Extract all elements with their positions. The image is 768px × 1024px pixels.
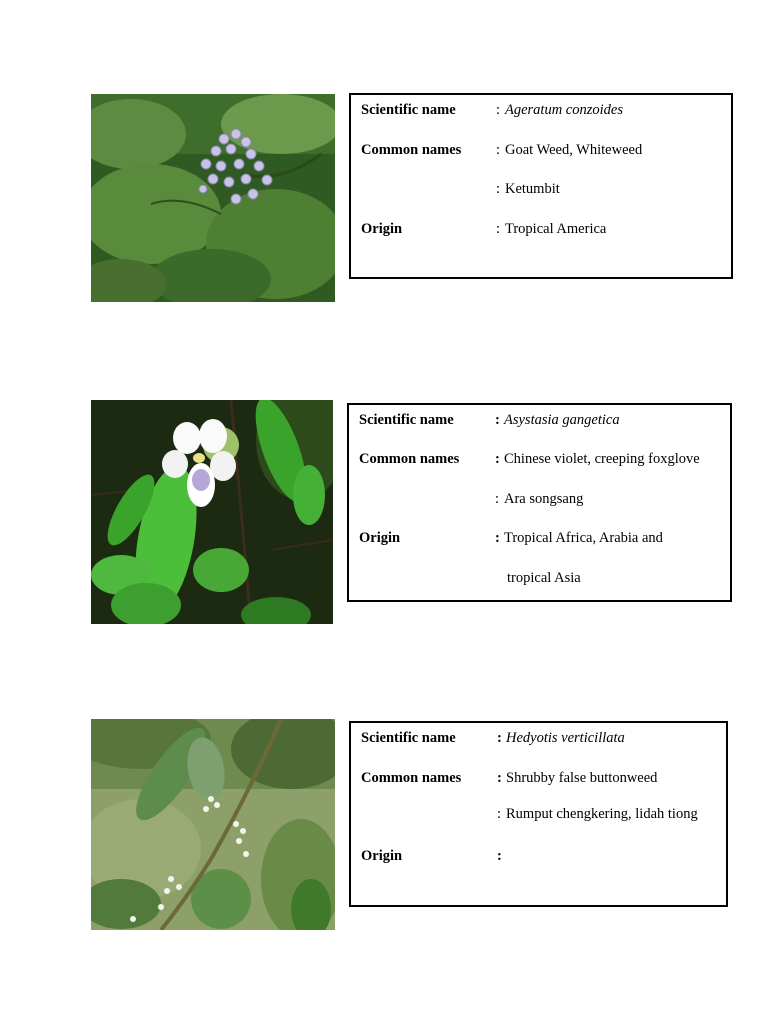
origin-label: Origin — [361, 848, 403, 864]
scientific-name-value: Hedyotis verticillata — [506, 730, 625, 746]
scientific-name-value: Ageratum conzoides — [505, 102, 623, 118]
common-names-value: Chinese violet, creeping foxglove — [504, 451, 700, 467]
colon: : — [497, 806, 502, 822]
plant-photo-hedyotis — [91, 719, 335, 930]
origin-value: tropical Asia — [507, 570, 581, 586]
colon: : — [497, 848, 502, 864]
origin-label: Origin — [359, 530, 401, 546]
scientific-name-label: Scientific name — [359, 412, 454, 428]
colon: : — [495, 530, 500, 546]
colon: : — [496, 142, 501, 158]
common-names-value: Shrubby false buttonweed — [506, 770, 658, 786]
origin-label: Origin — [361, 221, 403, 237]
scientific-name-label: Scientific name — [361, 102, 456, 118]
scientific-name-value: Asystasia gangetica — [504, 412, 620, 428]
colon: : — [495, 491, 500, 507]
plant-photo-ageratum — [91, 94, 335, 302]
common-names-label: Common names — [361, 142, 462, 158]
common-names-value: Ara songsang — [504, 491, 584, 507]
colon: : — [497, 730, 502, 746]
origin-value: Tropical Africa, Arabia and — [504, 530, 663, 546]
colon: : — [495, 451, 500, 467]
plant-photo-asystasia — [91, 400, 333, 624]
common-names-value: Goat Weed, Whiteweed — [505, 142, 643, 158]
common-names-value: Ketumbit — [505, 181, 560, 197]
common-names-label: Common names — [361, 770, 462, 786]
colon: : — [497, 770, 502, 786]
colon: : — [496, 102, 501, 118]
plant-info-card-3 — [349, 721, 728, 907]
origin-value: Tropical America — [505, 221, 607, 237]
scientific-name-label: Scientific name — [361, 730, 456, 746]
common-names-value: Rumput chengkering, lidah tiong — [506, 806, 698, 822]
common-names-label: Common names — [359, 451, 460, 467]
plant-info-card-2 — [347, 403, 732, 602]
colon: : — [496, 221, 501, 237]
plant-info-card-1 — [349, 93, 733, 279]
colon: : — [495, 412, 500, 428]
colon: : — [496, 181, 501, 197]
